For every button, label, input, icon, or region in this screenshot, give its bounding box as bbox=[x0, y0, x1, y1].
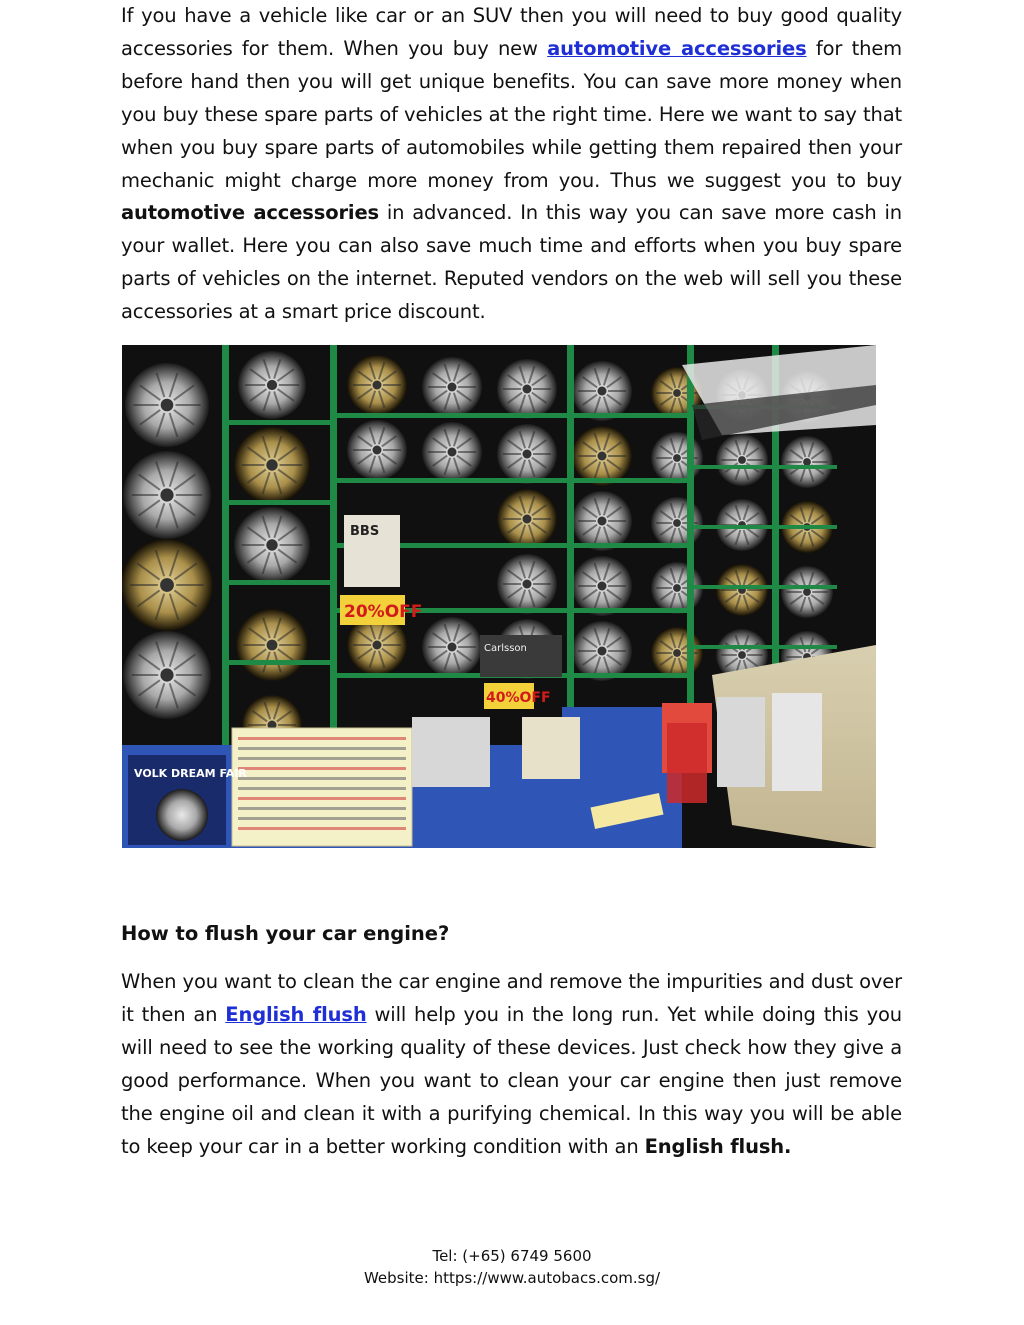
flush-paragraph bbox=[121, 966, 902, 1163]
40-percent-off-sign: 40%OFF bbox=[486, 690, 551, 706]
intro-text-2: for them before hand then you will get unique benefits. You can save more money when you buy these spare parts of vehicles at the right time. Here we want to say that when you buy spare parts of automobiles while getting them repaired then your mechanic might charge more money from you. Thus we suggest you to buy bbox=[121, 36, 903, 192]
carlsson-sign: Carlsson bbox=[484, 643, 527, 654]
automotive-accessories-bold: automotive accessories bbox=[121, 201, 379, 225]
intro-text-3: in advanced. In this way you can save more cash in your wallet. Here you can also save much time and efforts when you buy spare parts of vehicles on the internet. Reputed vendors on the web will sell you these accessories at a smart price discount. bbox=[121, 201, 902, 324]
footer-website: Website: https://www.autobacs.com.sg/ bbox=[363, 1269, 661, 1287]
volk-dream-fair-sign: VOLK DREAM FAIR bbox=[134, 767, 247, 780]
wheel-display-illustration bbox=[122, 345, 876, 848]
flush-text-2: will help you in the long run. Yet while doing this you will need to see the working quality of these devices. Just check how they give a good performance. When you want to clean your car engine then just remove the engine oil and clean it with a purifying chemical. In this way you will be able to keep your car in a better working condition with an bbox=[121, 1002, 902, 1158]
automotive-accessories-link[interactable]: automotive accessories bbox=[547, 36, 807, 60]
english-flush-bold: English flush. bbox=[644, 1134, 792, 1158]
english-flush-link[interactable]: English flush bbox=[225, 1002, 367, 1026]
20-percent-off-sign: 20%OFF bbox=[344, 602, 423, 622]
intro-text-1: If you have a vehicle like car or an SUV then you will need to buy good quality accessories for them. When you buy new bbox=[121, 4, 902, 60]
wheel-store-photo bbox=[122, 345, 876, 848]
bbs-sign: BBS bbox=[350, 524, 380, 539]
section-heading: How to flush your car engine? bbox=[121, 922, 450, 945]
flush-text-1: When you want to clean the car engine and remove the impurities and dust over it then an bbox=[121, 970, 902, 1026]
intro-paragraph bbox=[121, 0, 902, 329]
footer-telephone: Tel: (+65) 6749 5600 bbox=[432, 1247, 592, 1265]
